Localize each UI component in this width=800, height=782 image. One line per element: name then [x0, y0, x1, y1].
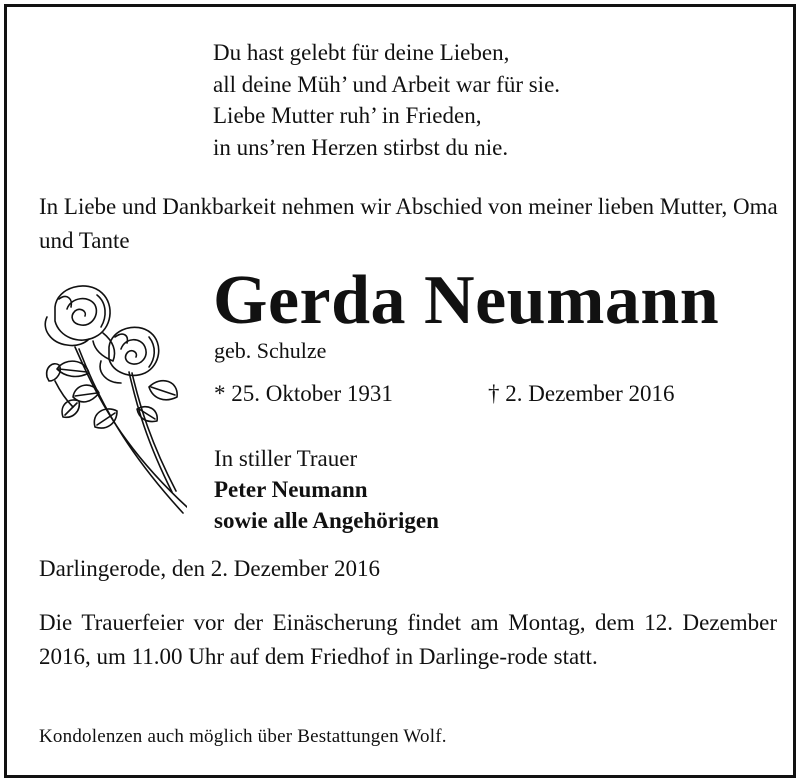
poem-line: all deine Müh’ und Arbeit war für sie.: [213, 71, 561, 97]
poem-line: Liebe Mutter ruh’ in Frieden,: [213, 103, 482, 128]
condolence-note: Kondolenzen auch möglich über Bestattungen Wolf.: [39, 726, 447, 747]
mourner-name: sowie alle Angehörigen: [214, 508, 439, 533]
maiden-name: geb. Schulze: [214, 338, 327, 363]
poem-line: in uns’ren Herzen stirbst du nie.: [213, 134, 509, 160]
intro-text: In Liebe und Dankbarkeit nehmen wir Abschied von meiner lieben Mutter, Oma und Tante: [39, 194, 778, 253]
poem-line: Du hast gelebt für deine Lieben,: [213, 40, 510, 65]
service-info: Die Trauerfeier vor der Einäscherung findet am Montag, dem 12. Dezember 2016, um 11.00 Uhr auf dem Friedhof in Darlinge-rode statt.: [39, 610, 777, 669]
roses-icon: [37, 277, 187, 527]
mourners-block: [214, 443, 439, 536]
mourner-name: Peter Neumann: [214, 477, 368, 502]
deceased-name: Gerda Neumann: [213, 262, 720, 339]
death-date: † 2. Dezember 2016: [488, 381, 675, 406]
poem: [213, 37, 560, 163]
obituary-notice: [4, 4, 796, 778]
birth-date: * 25. Oktober 1931: [214, 381, 393, 406]
place-date: Darlingerode, den 2. Dezember 2016: [39, 556, 381, 581]
mourners-heading: In stiller Trauer: [214, 446, 358, 471]
